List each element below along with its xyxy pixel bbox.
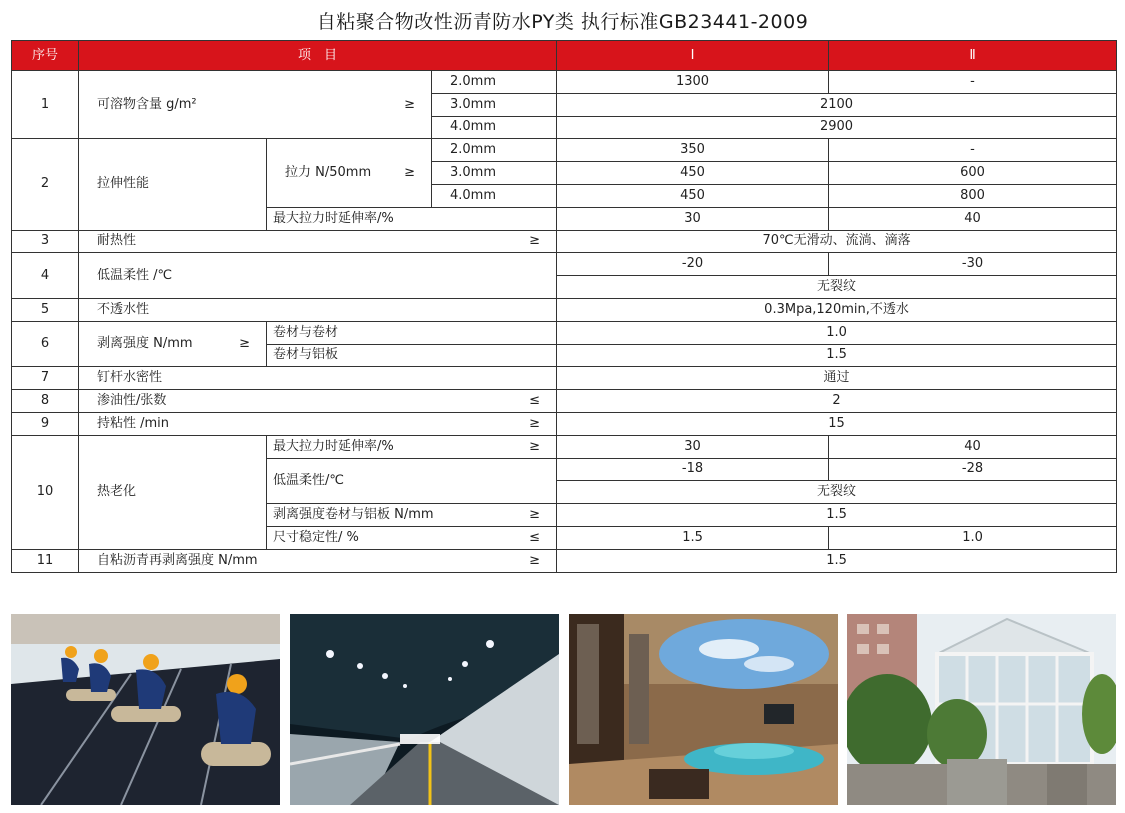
sub-item — [267, 504, 557, 527]
value-grade-2: - — [829, 139, 1117, 162]
header-grade-1: Ⅰ — [557, 41, 829, 71]
value-grade-2: 40 — [829, 207, 1117, 230]
value-grade-1: 1300 — [557, 71, 829, 94]
value-grade-2: -30 — [829, 253, 1117, 276]
row-name-text: 剥离强度 N/mm — [97, 336, 193, 352]
table-row — [12, 367, 1117, 390]
row-seq: 6 — [12, 321, 79, 367]
value-merged: 2 — [557, 390, 1117, 413]
thickness-label: 2.0mm — [432, 139, 557, 162]
gte-symbol: ≥ — [529, 438, 541, 454]
thickness-label: 2.0mm — [432, 71, 557, 94]
table-row — [12, 71, 1117, 94]
gte-symbol: ≥ — [529, 552, 541, 568]
value-merged: 无裂纹 — [557, 276, 1117, 299]
row-name — [79, 412, 557, 435]
thickness-label: 4.0mm — [432, 116, 557, 139]
row-seq: 8 — [12, 390, 79, 413]
table-row — [12, 298, 1117, 321]
value-grade-2: 600 — [829, 162, 1117, 185]
photo-indoor-pool — [569, 614, 838, 805]
gte-symbol: ≥ — [529, 233, 541, 249]
row-name: 热老化 — [79, 435, 267, 549]
sub-item-text: 剥离强度卷材与铝板 N/mm — [273, 507, 434, 523]
gte-symbol: ≥ — [404, 165, 415, 181]
value-grade-2: - — [829, 71, 1117, 94]
value-grade-2: 1.0 — [829, 526, 1117, 549]
thickness-label: 4.0mm — [432, 184, 557, 207]
row-name — [79, 390, 557, 413]
row-name: 钉杆水密性 — [79, 367, 557, 390]
row-name-text: 自粘沥青再剥离强度 N/mm — [97, 552, 258, 568]
sub-item — [267, 435, 557, 458]
row-name-text: 耐热性 — [97, 233, 137, 249]
photo-roof-waterproofing — [11, 614, 280, 805]
table-row — [12, 230, 1117, 253]
value-grade-2: -28 — [829, 458, 1117, 481]
row-seq: 7 — [12, 367, 79, 390]
table-row — [12, 253, 1117, 276]
value-grade-1: 30 — [557, 207, 829, 230]
value-grade-1: 350 — [557, 139, 829, 162]
row-name: 不透水性 — [79, 298, 557, 321]
value-merged: 通过 — [557, 367, 1117, 390]
row-name — [79, 71, 432, 139]
row-seq: 11 — [12, 549, 79, 572]
row-seq: 9 — [12, 412, 79, 435]
sub-item: 低温柔性/℃ — [267, 458, 557, 504]
row-name-text: 可溶物含量 g/m² — [97, 96, 197, 112]
sub-item-text: 尺寸稳定性/ % — [273, 529, 359, 545]
sub-item: 卷材与卷材 — [267, 321, 557, 344]
gte-symbol: ≥ — [239, 336, 250, 352]
row-seq: 1 — [12, 71, 79, 139]
row-name: 拉伸性能 — [79, 139, 267, 230]
sub-item — [267, 526, 557, 549]
value-merged: 1.5 — [557, 504, 1117, 527]
table-row — [12, 321, 1117, 344]
value-merged: 无裂纹 — [557, 481, 1117, 504]
header-item: 项 目 — [79, 41, 557, 71]
value-grade-1: 450 — [557, 184, 829, 207]
row-name — [79, 549, 557, 572]
row-seq: 10 — [12, 435, 79, 549]
table-row — [12, 435, 1117, 458]
value-merged: 15 — [557, 412, 1117, 435]
value-grade-1: -20 — [557, 253, 829, 276]
row-name-text: 渗油性/张数 — [97, 393, 167, 409]
value-merged: 1.0 — [557, 321, 1117, 344]
header-grade-2: Ⅱ — [829, 41, 1117, 71]
sub-item-text: 最大拉力时延伸率/% — [273, 438, 394, 454]
table-row — [12, 549, 1117, 572]
value-grade-2: 800 — [829, 184, 1117, 207]
sub-item: 最大拉力时延伸率/% — [267, 207, 557, 230]
row-name-text: 持粘性 /min — [97, 415, 170, 431]
photo-strip — [11, 614, 1116, 805]
value-merged: 1.5 — [557, 344, 1117, 367]
row-name — [79, 230, 557, 253]
value-merged: 2900 — [557, 116, 1117, 139]
value-grade-1: 450 — [557, 162, 829, 185]
value-merged: 2100 — [557, 93, 1117, 116]
photo-tunnel — [290, 614, 559, 805]
lte-symbol: ≤ — [529, 393, 541, 409]
header-seq: 序号 — [12, 41, 79, 71]
thickness-label: 3.0mm — [432, 162, 557, 185]
table-row — [12, 412, 1117, 435]
table-row — [12, 139, 1117, 162]
sub-item — [267, 139, 432, 207]
thickness-label: 3.0mm — [432, 93, 557, 116]
gte-symbol: ≥ — [529, 415, 541, 431]
value-merged: 70℃无滑动、流淌、滴落 — [557, 230, 1117, 253]
value-grade-1: 30 — [557, 435, 829, 458]
value-grade-1: -18 — [557, 458, 829, 481]
gte-symbol: ≥ — [404, 96, 415, 112]
value-merged: 1.5 — [557, 549, 1117, 572]
spec-table — [11, 40, 1117, 573]
table-header — [12, 41, 1117, 71]
row-name: 低温柔性 /℃ — [79, 253, 557, 299]
sub-item: 卷材与铝板 — [267, 344, 557, 367]
table-row — [12, 390, 1117, 413]
sub-item-text: 拉力 N/50mm — [285, 165, 372, 181]
row-seq: 4 — [12, 253, 79, 299]
value-grade-1: 1.5 — [557, 526, 829, 549]
row-name — [79, 321, 267, 367]
row-seq: 2 — [12, 139, 79, 230]
page-title: 自粘聚合物改性沥青防水PY类 执行标准GB23441-2009 — [316, 11, 809, 33]
gte-symbol: ≥ — [529, 507, 541, 523]
value-merged: 0.3Mpa,120min,不透水 — [557, 298, 1117, 321]
value-grade-2: 40 — [829, 435, 1117, 458]
row-seq: 3 — [12, 230, 79, 253]
row-seq: 5 — [12, 298, 79, 321]
lte-symbol: ≤ — [529, 529, 541, 545]
photo-glass-sunroom — [847, 614, 1116, 805]
